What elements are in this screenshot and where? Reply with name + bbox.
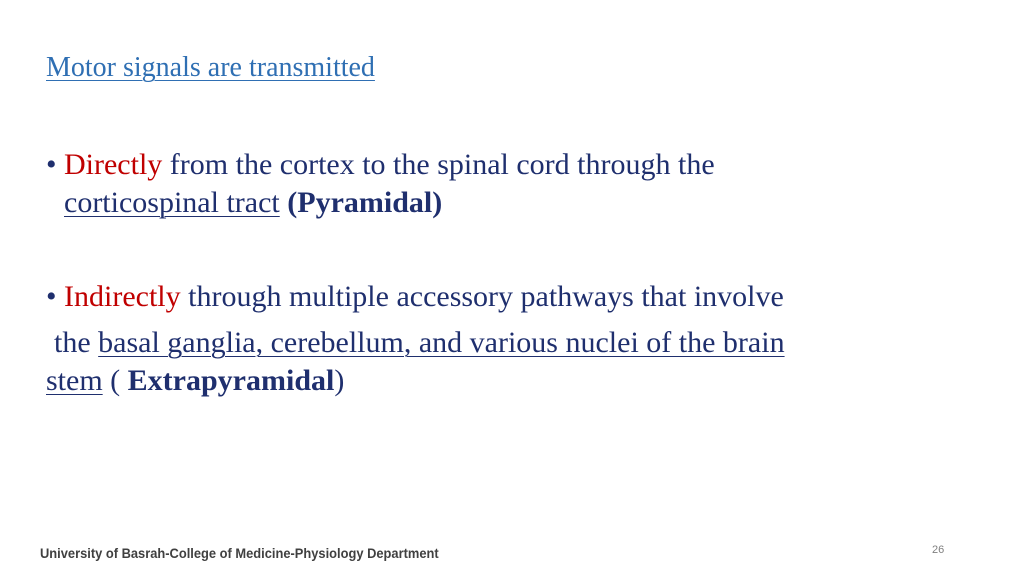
corticospinal-tract-link: corticospinal tract bbox=[64, 186, 280, 219]
bullet-directly bbox=[46, 146, 946, 222]
keyword-directly: Directly bbox=[64, 148, 163, 181]
bullet-2-text: through multiple accessory pathways that involve bbox=[180, 280, 784, 313]
footer-institution: University of Basrah-College of Medicine-Physiology Department bbox=[40, 545, 439, 561]
bullet-2-prefix: the bbox=[54, 326, 99, 359]
page-number: 26 bbox=[932, 544, 945, 556]
bullet-indirectly bbox=[46, 278, 946, 400]
paren-open: ( bbox=[102, 364, 128, 397]
bullet-1-line-1 bbox=[46, 146, 946, 184]
extrapyramidal-label: Extrapyramidal bbox=[127, 364, 335, 397]
keyword-indirectly: Indirectly bbox=[64, 280, 181, 313]
basal-ganglia-link: basal ganglia, cerebellum, and various nuclei of the brain bbox=[98, 326, 785, 359]
pyramidal-label: (Pyramidal bbox=[287, 186, 433, 219]
bullet-dot: • bbox=[46, 280, 57, 313]
stem-link: stem bbox=[46, 364, 103, 397]
bullet-2-line-3 bbox=[46, 362, 946, 400]
slide-title: Motor signals are transmitted bbox=[46, 52, 375, 83]
extrapyramidal-close: ) bbox=[334, 364, 345, 397]
bullet-2-line-2 bbox=[46, 324, 946, 362]
bullet-2-line-1 bbox=[46, 278, 946, 316]
bullet-1-line-2 bbox=[46, 184, 946, 222]
bullet-dot: • bbox=[46, 148, 57, 181]
bullet-1-text: from the cortex to the spinal cord through the bbox=[162, 148, 715, 181]
pyramidal-close: ) bbox=[432, 186, 443, 219]
